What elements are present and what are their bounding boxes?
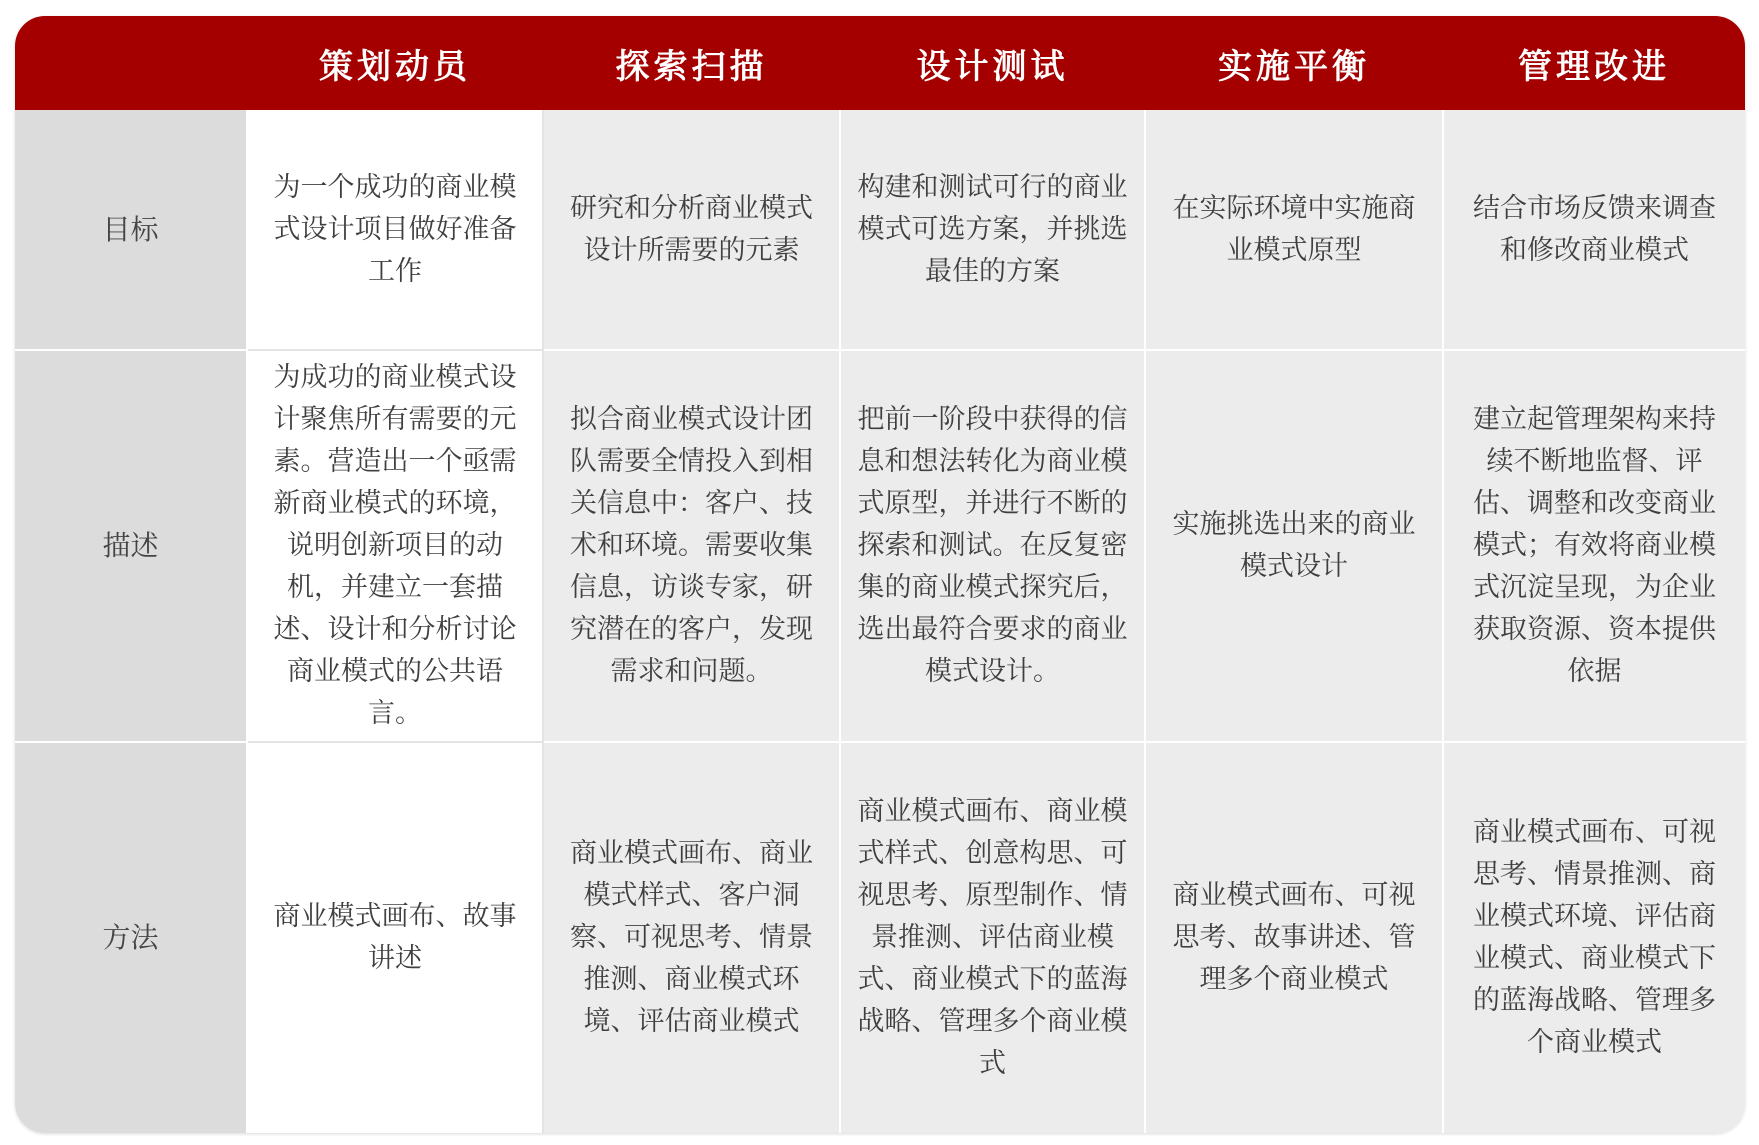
table-cell <box>1443 350 1745 742</box>
cell-text: 商业模式画布、故事讲述 <box>273 901 517 974</box>
cell-text: 构建和测试可行的商业模式可选方案，并挑选最佳的方案 <box>857 171 1128 287</box>
table-row-description <box>15 350 1745 742</box>
header-implementation: 实施平衡 <box>1145 16 1443 110</box>
header-management: 管理改进 <box>1443 16 1745 110</box>
cell-text: 为一个成功的商业模式设计项目做好准备工作 <box>273 171 517 287</box>
cell-text: 结合市场反馈来调查和修改商业模式 <box>1473 192 1716 266</box>
cell-text: 商业模式画布、商业模式样式、创意构思、可视思考、原型制作、情景推测、评估商业模式、商业模式下的蓝海战略、管理多个商业模式 <box>857 796 1128 1079</box>
cell-text: 把前一阶段中获得的信息和想法转化为商业模式原型，并进行不断的探索和测试。在反复密集的商业模式探究后，选出最符合要求的商业模式设计。 <box>857 404 1128 687</box>
table-cell <box>840 350 1145 742</box>
table-cell <box>840 742 1145 1133</box>
table-row-goal <box>15 110 1745 350</box>
table-cell <box>247 350 543 742</box>
cell-text: 建立起管理架构来持续不断地监督、评估、调整和改变商业模式；有效将商业模式沉淀呈现，为企业获取资源、资本提供依据 <box>1473 404 1716 687</box>
table-cell <box>1145 742 1443 1133</box>
cell-text: 商业模式画布、商业模式样式、客户洞察、可视思考、情景推测、商业模式环境、评估商业模式 <box>570 838 813 1037</box>
cell-text: 研究和分析商业模式设计所需要的元素 <box>570 192 813 266</box>
header-planning: 策划动员 <box>247 16 543 110</box>
table-cell <box>543 110 840 350</box>
cell-text: 实施挑选出来的商业模式设计 <box>1172 509 1416 582</box>
cell-text: 商业模式画布、可视思考、情景推测、商业模式环境、评估商业模式、商业模式下的蓝海战略、管理多个商业模式 <box>1473 817 1716 1058</box>
table-cell <box>543 742 840 1133</box>
header-design-test: 设计测试 <box>840 16 1145 110</box>
table-cell <box>247 110 543 350</box>
row-label-description: 描述 <box>15 350 247 742</box>
table-cell <box>1145 110 1443 350</box>
cell-text: 商业模式画布、可视思考、故事讲述、管理多个商业模式 <box>1172 880 1416 995</box>
header-exploration: 探索扫描 <box>543 16 840 110</box>
row-label-method: 方法 <box>15 742 247 1133</box>
process-table-container <box>15 16 1745 1133</box>
header-row <box>15 16 1745 110</box>
table-cell <box>1443 110 1745 350</box>
business-model-process-table <box>15 16 1745 1133</box>
header-corner <box>15 16 247 110</box>
cell-text: 在实际环境中实施商业模式原型 <box>1172 192 1416 266</box>
table-row-method <box>15 742 1745 1133</box>
table-cell <box>840 110 1145 350</box>
table-cell <box>1443 742 1745 1133</box>
cell-text: 拟合商业模式设计团队需要全情投入到相关信息中：客户、技术和环境。需要收集信息，访谈专家，研究潜在的客户，发现需求和问题。 <box>570 404 813 687</box>
row-label-goal: 目标 <box>15 110 247 350</box>
table-cell <box>247 742 543 1133</box>
cell-text: 为成功的商业模式设计聚焦所有需要的元素。营造出一个亟需新商业模式的环境，说明创新项目的动机，并建立一套描述、设计和分析讨论商业模式的公共语言。 <box>273 362 517 729</box>
table-cell <box>1145 350 1443 742</box>
table-cell <box>543 350 840 742</box>
